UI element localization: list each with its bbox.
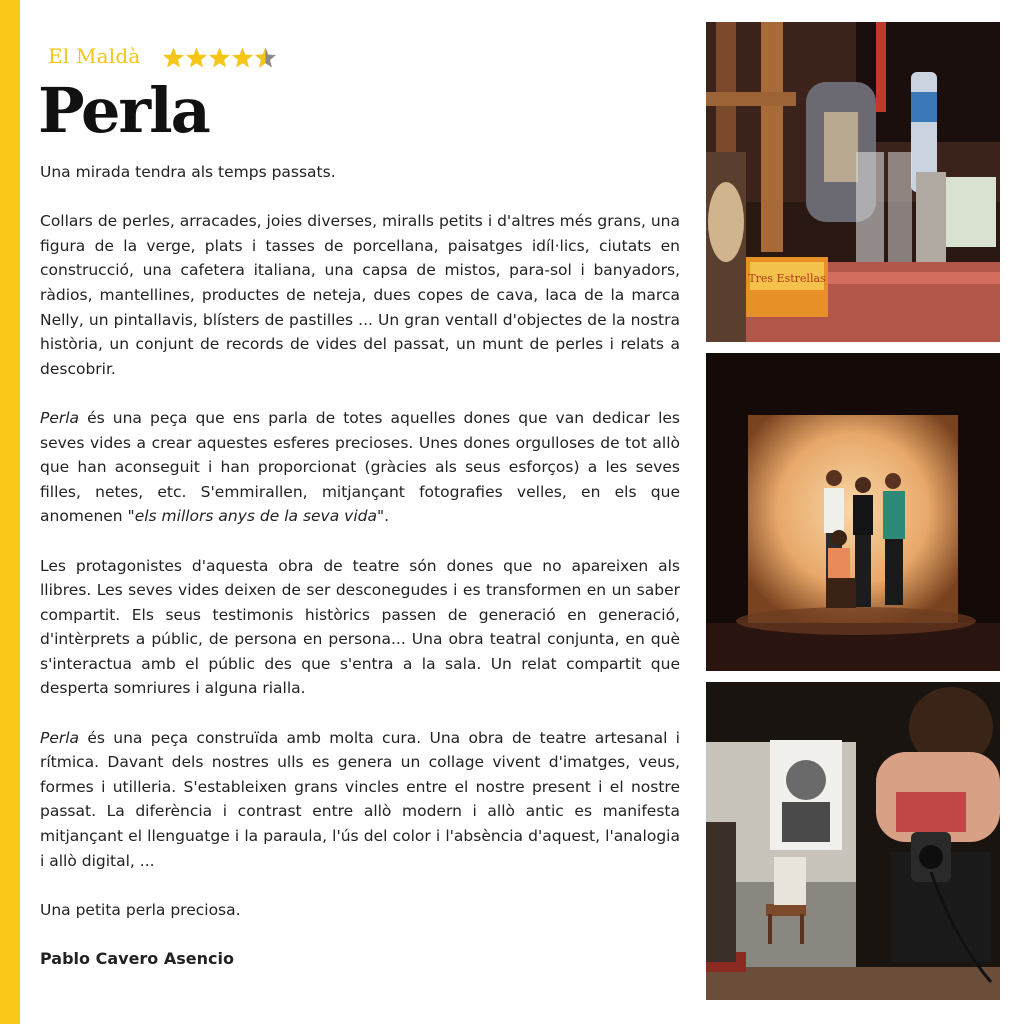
star-icon bbox=[186, 48, 207, 68]
half-star-icon bbox=[255, 48, 276, 68]
star-icon bbox=[163, 48, 184, 68]
star-icon bbox=[232, 48, 253, 68]
yellow-side-bar bbox=[0, 0, 20, 1024]
quote: els millors anys de la seva vida bbox=[134, 507, 377, 526]
paragraph-women: Perla és una peça que ens parla de totes aquelles dones que van dedicar les seves vides a crear aquestes esferes precioses. Unes dones orgulloses de tot allò que han aconseguit i han proporcionat (gràcies als seus esforços) a les seves filles, netes, etc. S'emmirallen, mitjançant fotografies velles, en els que anomenen "els millors anys de la seva vida". bbox=[40, 408, 680, 526]
matchbox-label: Tres Estrellas bbox=[748, 272, 826, 285]
paragraph-craft: Perla és una peça construïda amb molta cura. Una obra de teatre artesanal i rítmica. Davant dels nostres ulls es genera un collage vivent d'imatges, veus, formes i utilleria. S'estableixen grans vincles entre el nostre present i el nostre passat. La diferència i contrast entre allò modern i allò antic es manifesta mitjançant el llenguatge i la paraula, l'ús del color i l'absència d'aquest, l'analogia i allò digital, ... bbox=[40, 728, 680, 870]
title-reference: Perla bbox=[40, 728, 80, 747]
paragraph-objects: Collars de perles, arracades, joies diverses, miralls petits i d'altres més grans, una figura de la verge, plats i tasses de porcellana, paisatges idíl·lics, ciutats en construcció, una cafetera italiana, una capsa de mistos, para-sol i banyadors, ràdios, mantellines, productes de neteja, dues copes de cava, laca de la marca Nelly, un pintallavis, blísters de pastilles ... Un gran ventall d'objectes de la nostra història, un conjunt de records de vides del passat, un munt de perles i relats a descobrir. bbox=[40, 212, 680, 378]
title-reference: Perla bbox=[40, 408, 80, 427]
photo-objects-table bbox=[706, 22, 1000, 342]
rating-stars bbox=[163, 44, 283, 72]
star-icon bbox=[209, 48, 230, 68]
page-title: Perla bbox=[38, 74, 209, 147]
venue-name: El Maldà bbox=[48, 44, 141, 68]
closing-line: Una petita perla preciosa. bbox=[40, 900, 241, 919]
photo-stage-performers bbox=[706, 353, 1000, 671]
article-body bbox=[40, 160, 680, 996]
paragraph-protagonists: Les protagonistes d'aquesta obra de teatre són dones que no apareixen als llibres. Les seves vides deixen de ser desconegudes i es transformen en un saber compartit. Els seus testimonis històrics passen de generació en generació, d'intèrprets a públic, de persona en persona... Una obra teatral conjunta, en què s'interactua amb el públic des que s'entra a la sala. Un relat compartit que desperta somriures i alguna rialla. bbox=[40, 556, 680, 698]
intro-paragraph: Una mirada tendra als temps passats. bbox=[40, 163, 336, 181]
photo-performer-camera bbox=[706, 682, 1000, 1000]
author-name: Pablo Cavero Asencio bbox=[40, 949, 234, 968]
